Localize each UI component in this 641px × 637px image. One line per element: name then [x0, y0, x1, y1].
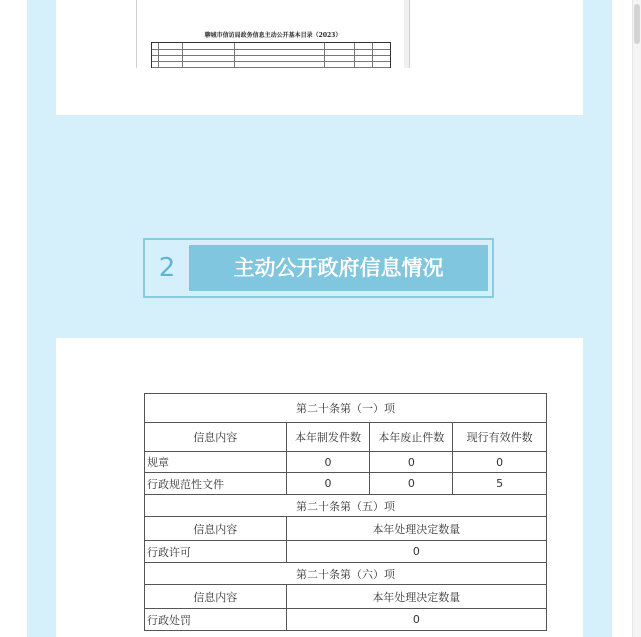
section-row: [145, 563, 547, 585]
table-row: [145, 541, 547, 563]
row-label: 行政许可: [145, 541, 287, 563]
row-label: 行政处罚: [145, 609, 287, 631]
section-title-cell: 第二十条第（五）项: [145, 495, 547, 517]
table-cell: 0: [286, 473, 370, 495]
header-cell: 信息内容: [145, 517, 287, 541]
section-number: 2: [158, 253, 176, 283]
section-row: [145, 394, 547, 423]
disclosure-table: [144, 393, 547, 631]
header-row: [145, 585, 547, 609]
table-row: [145, 609, 547, 631]
section-row: [145, 495, 547, 517]
section-heading: [143, 238, 494, 298]
thumbnail-table: [151, 42, 391, 68]
table-cell: 5: [453, 473, 547, 495]
header-cell: 本年制发件数: [286, 423, 370, 452]
table-cell: 0: [453, 452, 547, 473]
scrollbar-thumb[interactable]: [634, 4, 640, 44]
row-label: 规章: [145, 452, 287, 473]
page-scrollbar[interactable]: [632, 0, 641, 637]
table-cell: 0: [286, 609, 546, 631]
header-cell: 信息内容: [145, 585, 287, 609]
section-title-cell: 第二十条第（六）项: [145, 563, 547, 585]
table-row: [145, 473, 547, 495]
header-row: [145, 423, 547, 452]
table-cell: 0: [286, 452, 370, 473]
header-cell: 信息内容: [145, 423, 287, 452]
header-row: [145, 517, 547, 541]
header-cell: 本年处理决定数量: [286, 517, 546, 541]
document-thumbnail: [136, 0, 410, 68]
thumbnail-title: 聊城市信访局政务信息主动公开基本目录（2023）: [204, 32, 342, 39]
table-cell: 0: [370, 452, 453, 473]
header-cell: 本年废止件数: [370, 423, 453, 452]
section-title: 主动公开政府信息情况: [189, 245, 488, 291]
table-cell: 0: [370, 473, 453, 495]
header-cell: 现行有效件数: [453, 423, 547, 452]
document-card: [56, 0, 583, 115]
header-cell: 本年处理决定数量: [286, 585, 546, 609]
table-row: [145, 452, 547, 473]
section-title-cell: 第二十条第（一）项: [145, 394, 547, 423]
row-label: 行政规范性文件: [145, 473, 287, 495]
table-cell: 0: [286, 541, 546, 563]
table-card: [56, 338, 583, 637]
